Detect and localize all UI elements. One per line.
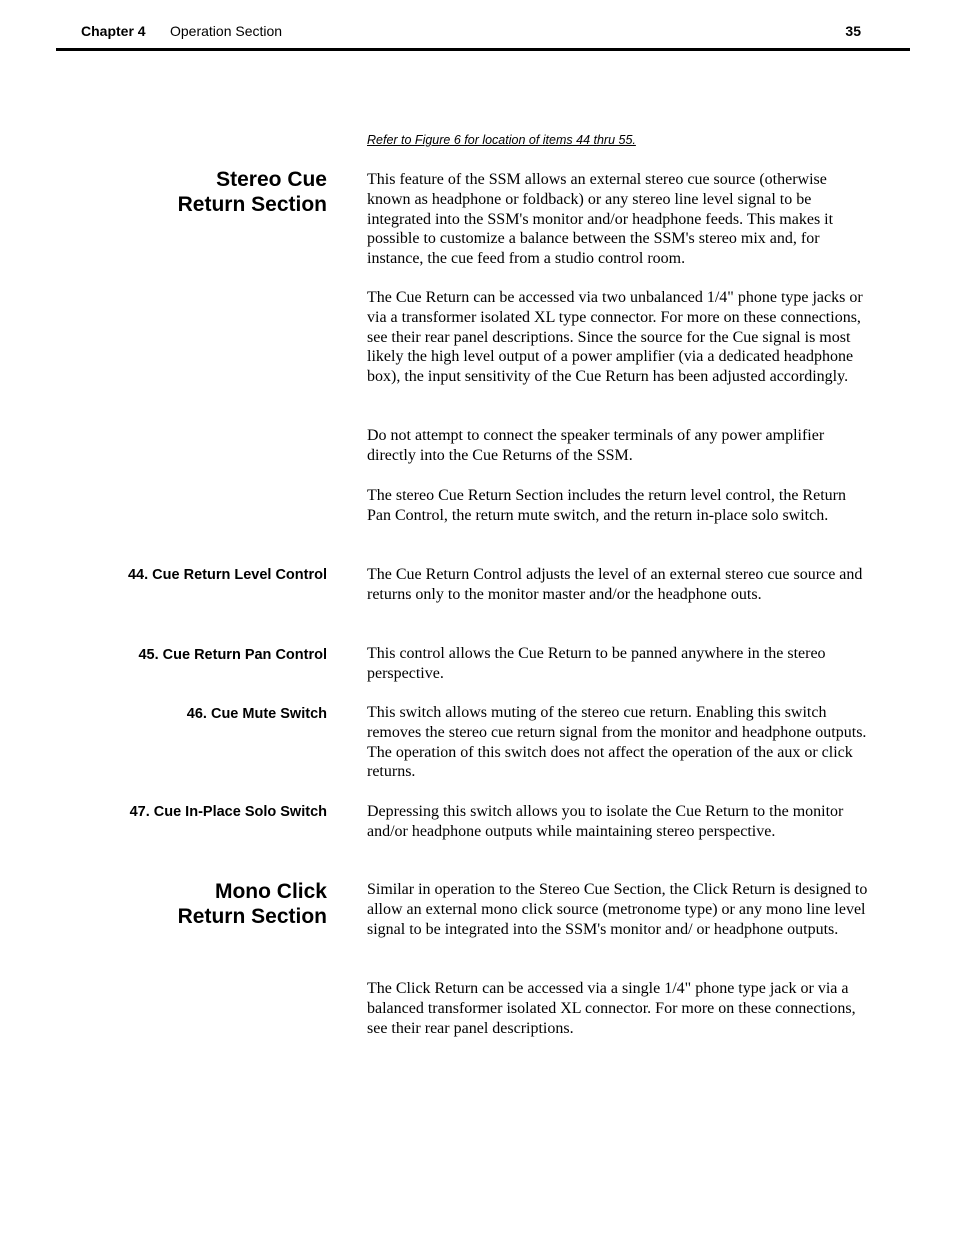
item-47-label: 47. Cue In-Place Solo Switch bbox=[129, 804, 327, 820]
header-rule bbox=[56, 48, 910, 51]
item-45-description: This control allows the Cue Return to be panned anywhere in the stereo perspective. bbox=[367, 645, 826, 682]
item-46-description: This switch allows muting of the stereo cue return. Enabling this switch removes the stereo cue return signal from the monitor and headphone outputs. The operation of this switch does not affect the operation of the aux or click returns. bbox=[367, 704, 867, 781]
chapter-label: Chapter 4 bbox=[81, 23, 146, 39]
stereo-cue-heading-line1: Stereo Cue bbox=[216, 168, 327, 191]
stereo-cue-paragraph-3: Do not attempt to connect the speaker terminals of any power amplifier directly into the Cue Returns of the SSM. bbox=[367, 427, 825, 464]
section-title: Operation Section bbox=[170, 23, 283, 39]
mono-click-paragraph-1: Similar in operation to the Stereo Cue Section, the Click Return is designed to allow an external mono click source (metronome type) or any mono line level signal to be integrated into the SSM's monitor and/ or headphone outputs. bbox=[367, 881, 868, 938]
mono-click-heading bbox=[178, 879, 327, 929]
item-44-description: The Cue Return Control adjusts the level of an external stereo cue source and returns only to the monitor master and/or the headphone outs. bbox=[367, 566, 863, 603]
item-45-label: 45. Cue Return Pan Control bbox=[138, 647, 327, 663]
item-47-description: Depressing this switch allows you to isolate the Cue Return to the monitor and/or headphone outputs while maintaining stereo perspective. bbox=[367, 803, 844, 840]
page-header bbox=[56, 0, 910, 52]
item-44-label: 44. Cue Return Level Control bbox=[127, 567, 327, 583]
mono-click-heading-line2: Return Section bbox=[177, 905, 327, 928]
stereo-cue-heading bbox=[178, 167, 327, 217]
stereo-cue-paragraph-1: This feature of the SSM allows an external stereo cue source (otherwise known as headphone or foldback) or any stereo line level signal to be integrated into the SSM's monitor and/or headphone feeds. This makes it possible to customize a balance between the SSM's stereo mix and, for instance, the cue feed from a studio control room. bbox=[367, 171, 834, 268]
stereo-cue-paragraph-2: The Cue Return can be accessed via two unbalanced 1/4" phone type jacks or via a transformer isolated XL type connector. For more on these connections, see their rear panel descriptions. Since the source for the Cue signal is most likely the high level output of a power amplifier (via a dedicated headphone box), the input sensitivity of the Cue Return has been adjusted accordingly. bbox=[367, 289, 863, 386]
page-number: 35 bbox=[845, 23, 861, 39]
mono-click-paragraph-2: The Click Return can be accessed via a single 1/4" phone type jack or via a balanced transformer isolated XL connector. For more on these connections, see their rear panel descriptions. bbox=[367, 980, 856, 1037]
item-46-label: 46. Cue Mute Switch bbox=[186, 706, 327, 722]
stereo-cue-heading-line2: Return Section bbox=[177, 193, 327, 216]
stereo-cue-paragraph-4: The stereo Cue Return Section includes the return level control, the Return Pan Control, the return mute switch, and the return in-place solo switch. bbox=[367, 487, 846, 524]
figure-reference-link[interactable]: Refer to Figure 6 for location of items 44 thru 55. bbox=[367, 133, 636, 147]
mono-click-heading-line1: Mono Click bbox=[214, 880, 327, 903]
